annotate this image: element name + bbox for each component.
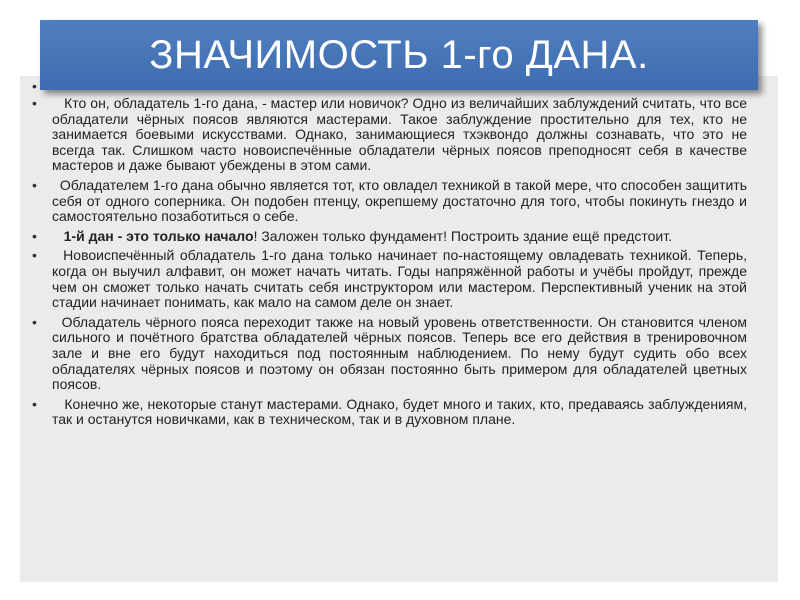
paragraph-3	[32, 229, 747, 245]
paragraph-3-text: ! Заложен только фундамент! Построить здание ещё предстоит.	[253, 227, 672, 244]
paragraph-1-text: Кто он, обладатель 1-го дана, - мастер или новичок? Одно из величайших заблуждений считать, что все обладатели чёрных поясов являются мастерами. Такое заблуждение простительно для тех, кто не занимается боевыми искусствами. Однако, занимающиеся тхэквондо должны сознавать, что это не всегда так. Слишком часто новоиспечённые обладатели чёрных поясов преподносят себя в качестве мастеров и даже бывают убеждены в этом сами.	[52, 95, 747, 174]
slide-title: ЗНАЧИМОСТЬ 1-го ДАНА.	[149, 32, 649, 77]
empty-bullet	[32, 79, 747, 94]
bullet-list	[32, 79, 747, 432]
paragraph-2-text: Обладателем 1-го дана обычно является тот, кто овладел техникой в такой мере, что способен защитить себя от одного соперника. Он подобен птенцу, окрепшему достаточно для того, чтобы покинуть гнездо и самостоятельно позаботиться о себе.	[52, 176, 748, 225]
paragraph-5	[32, 315, 747, 393]
paragraph-4	[32, 248, 747, 310]
paragraph-2	[32, 178, 747, 225]
paragraph-6-text: Конечно же, некоторые станут мастерами. Однако, будет много и таких, кто, предаваясь заблуждениям, так и останутся новичками, как в техническом, так и в духовном плане.	[52, 395, 747, 428]
paragraph-3-bold: 1-й дан - это только начало	[63, 227, 254, 244]
paragraph-6	[32, 397, 747, 428]
paragraph-4-text: Новоиспечённый обладатель 1-го дана только начинает по-настоящему овладевать техникой. Теперь, когда он выучил алфавит, он может начать читать. Годы напряжённой работы и учёбы пройдут, прежде чем он сможет только начать считать себя инструктором или мастером. Перспективный ученик на этой стадии начинает понимать, как мало на самом деле он знает.	[52, 247, 748, 311]
paragraph-1	[32, 96, 747, 174]
paragraph-5-text: Обладатель чёрного пояса переходит также на новый уровень ответственности. Он становится членом сильного и почётного братства обладателей чёрных поясов. Теперь все его действия в тренировочном зале и вне его будут находиться под постоянным наблюдением. По нему будут судить обо всех обладателях чёрных поясов и поэтому он обязан постоянно быть примером для обладателей цветных поясов.	[52, 313, 748, 393]
